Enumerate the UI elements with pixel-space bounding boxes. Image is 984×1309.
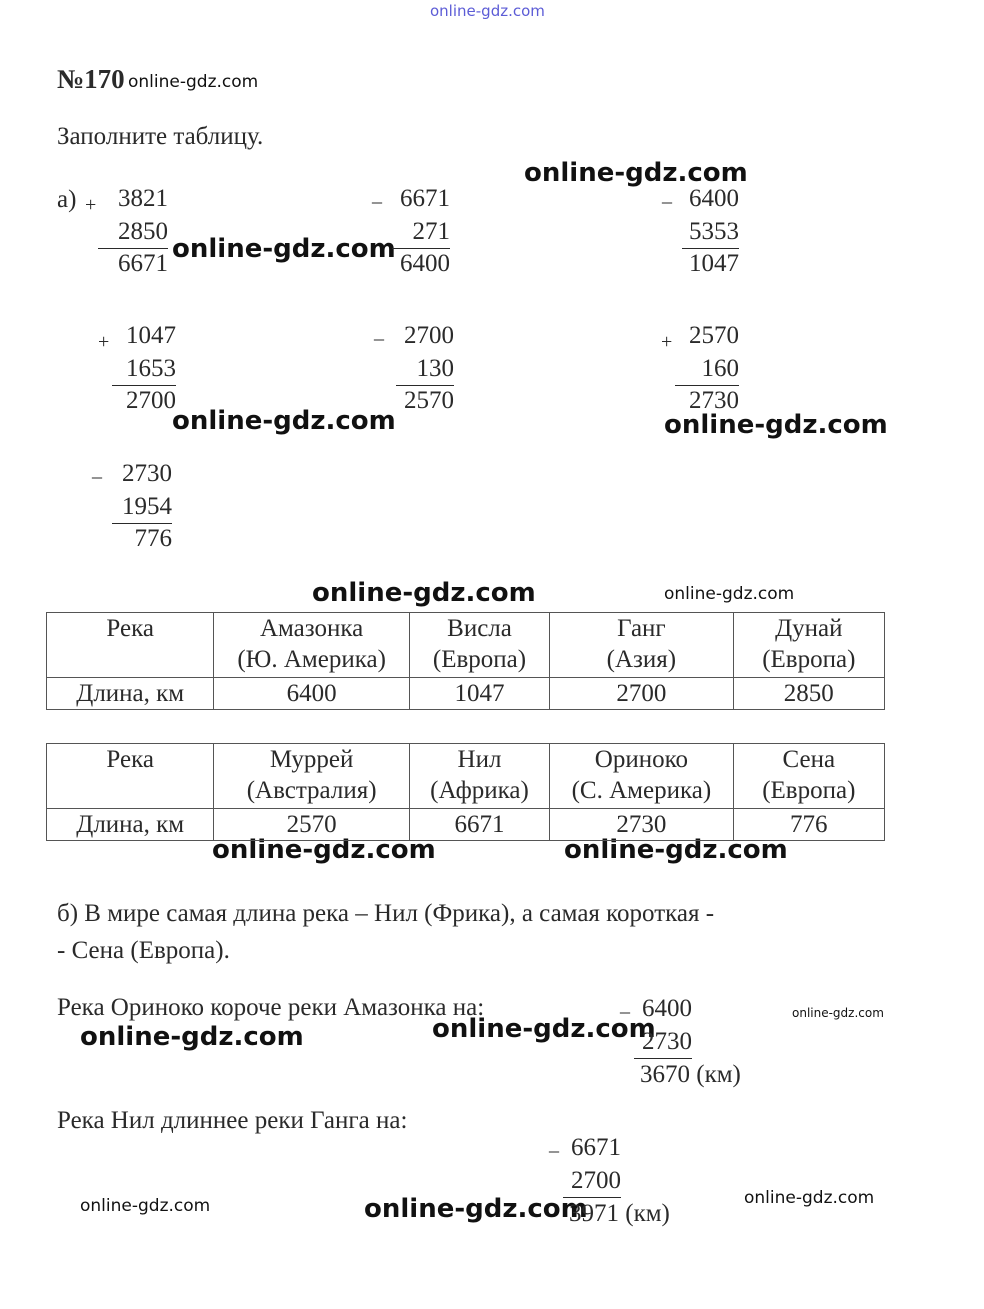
operand-top: 6400 — [642, 995, 692, 1022]
river-length: 2570 — [214, 809, 409, 841]
table-row — [47, 744, 885, 809]
river-length: 1047 — [409, 678, 549, 710]
operation-result: 2570 — [404, 387, 454, 414]
river-region: (С. Америка) — [571, 777, 712, 804]
table-cell — [47, 613, 214, 678]
part-b-line-1: б) В мире самая длина река – Нил (Фрика), а самая короткая - — [57, 900, 715, 927]
table-cell — [550, 744, 733, 809]
column-operation — [85, 184, 168, 280]
river-name: Сена — [782, 746, 836, 773]
watermark: online-gdz.com — [312, 578, 536, 608]
watermark: online-gdz.com — [172, 234, 396, 264]
operand-top: 2700 — [404, 322, 454, 349]
row-label-river: Река — [106, 746, 154, 773]
part-b-line-2: - Сена (Европа). — [57, 937, 230, 964]
river-length: 776 — [733, 809, 884, 841]
column-operation — [659, 321, 739, 417]
operation-result: 6671 — [118, 250, 168, 277]
watermark: online-gdz.com — [128, 72, 259, 92]
watermark: online-gdz.com — [80, 1196, 211, 1216]
watermark: online-gdz.com — [744, 1188, 875, 1208]
table-cell — [733, 744, 884, 809]
river-length: 6671 — [409, 809, 549, 841]
part-a-label: а) — [57, 186, 77, 213]
operand-top: 6671 — [400, 185, 450, 212]
river-region: (Африка) — [430, 777, 529, 804]
instruction-text: Заполните таблицу. — [57, 123, 264, 150]
watermark: online-gdz.com — [172, 406, 396, 436]
column-operation — [96, 321, 176, 417]
question-orinoco-text: Река Ориноко короче реки Амазонка на: — [57, 994, 485, 1021]
operand-top: 3821 — [118, 185, 168, 212]
operator-sign: _ — [374, 321, 384, 343]
river-name: Нил — [457, 746, 502, 773]
watermark: online-gdz.com — [564, 835, 788, 865]
river-length: 2700 — [550, 678, 733, 710]
watermark: online-gdz.com — [364, 1194, 588, 1224]
column-operation — [370, 184, 450, 280]
table-cell — [409, 613, 549, 678]
table-row — [47, 613, 885, 678]
operand-top: 2570 — [689, 322, 739, 349]
operand-bottom: 1653 — [126, 355, 176, 382]
river-name: Муррей — [269, 746, 354, 773]
river-name: Дунай — [775, 615, 843, 642]
river-name: Амазонка — [259, 615, 364, 642]
operator-sign: _ — [372, 184, 382, 206]
sum-line — [634, 1058, 692, 1059]
table-cell — [47, 744, 214, 809]
river-name: Висла — [447, 615, 512, 642]
operator-sign: + — [661, 331, 673, 353]
row-label-river: Река — [106, 615, 154, 642]
river-region: (Австралия) — [246, 777, 377, 804]
operation-result: 6400 — [400, 250, 450, 277]
operator-sign: + — [98, 331, 110, 353]
river-region: (Ю. Америка) — [237, 646, 386, 673]
river-length: 2850 — [733, 678, 884, 710]
operator-sign: + — [85, 194, 97, 216]
operand-top: 2730 — [122, 460, 172, 487]
table-row — [47, 678, 885, 710]
watermark: online-gdz.com — [792, 1006, 884, 1020]
column-operation — [659, 184, 739, 280]
watermark: online-gdz.com — [80, 1022, 304, 1052]
operation-result: 2700 — [126, 387, 176, 414]
operator-sign: _ — [549, 1133, 559, 1155]
operator-sign: _ — [92, 459, 102, 481]
question-nile-text: Река Нил длиннее реки Ганга на: — [57, 1107, 408, 1134]
watermark: online-gdz.com — [664, 584, 795, 604]
watermark-top: online-gdz.com — [430, 2, 545, 20]
operand-bottom: 2700 — [571, 1167, 621, 1194]
operand-bottom: 160 — [701, 355, 739, 382]
operand-bottom: 130 — [416, 355, 454, 382]
table-cell — [214, 744, 409, 809]
operand-bottom: 1954 — [122, 493, 172, 520]
table-cell — [214, 613, 409, 678]
row-label-length: Длина, км — [47, 678, 214, 710]
operand-bottom: 2850 — [118, 218, 168, 245]
operator-sign: _ — [662, 184, 672, 206]
river-region: (Азия) — [606, 646, 677, 673]
operation-result: 3971 (км) — [569, 1200, 670, 1227]
operation-result: 1047 — [689, 250, 739, 277]
watermark: online-gdz.com — [432, 1014, 656, 1044]
river-table-2 — [46, 743, 885, 841]
column-operation — [374, 321, 454, 417]
river-region: (Европа) — [432, 646, 527, 673]
river-length: 2730 — [550, 809, 733, 841]
operator-sign: _ — [620, 994, 630, 1016]
problem-number: №170 — [57, 64, 125, 94]
operand-bottom: 271 — [412, 218, 450, 245]
operand-bottom: 2730 — [642, 1028, 692, 1055]
row-label-length: Длина, км — [47, 809, 214, 841]
table-cell — [409, 744, 549, 809]
river-name: Ориноко — [594, 746, 688, 773]
operation-result: 2730 — [689, 387, 739, 414]
river-length: 6400 — [214, 678, 409, 710]
watermark: online-gdz.com — [212, 835, 436, 865]
operand-top: 1047 — [126, 322, 176, 349]
sum-line — [563, 1197, 621, 1198]
table-cell — [733, 613, 884, 678]
watermark: online-gdz.com — [524, 158, 748, 188]
operand-top: 6671 — [571, 1134, 621, 1161]
river-region: (Европа) — [762, 646, 856, 673]
operand-top: 6400 — [689, 185, 739, 212]
river-table-1 — [46, 612, 885, 710]
river-name: Ганг — [617, 615, 666, 642]
operand-bottom: 5353 — [689, 218, 739, 245]
watermark: online-gdz.com — [664, 410, 888, 440]
river-region: (Европа) — [762, 777, 856, 804]
operation-result: 776 — [134, 525, 172, 552]
table-row — [47, 809, 885, 841]
column-operation — [92, 459, 172, 555]
operation-result: 3670 (км) — [640, 1061, 741, 1088]
table-cell — [550, 613, 733, 678]
